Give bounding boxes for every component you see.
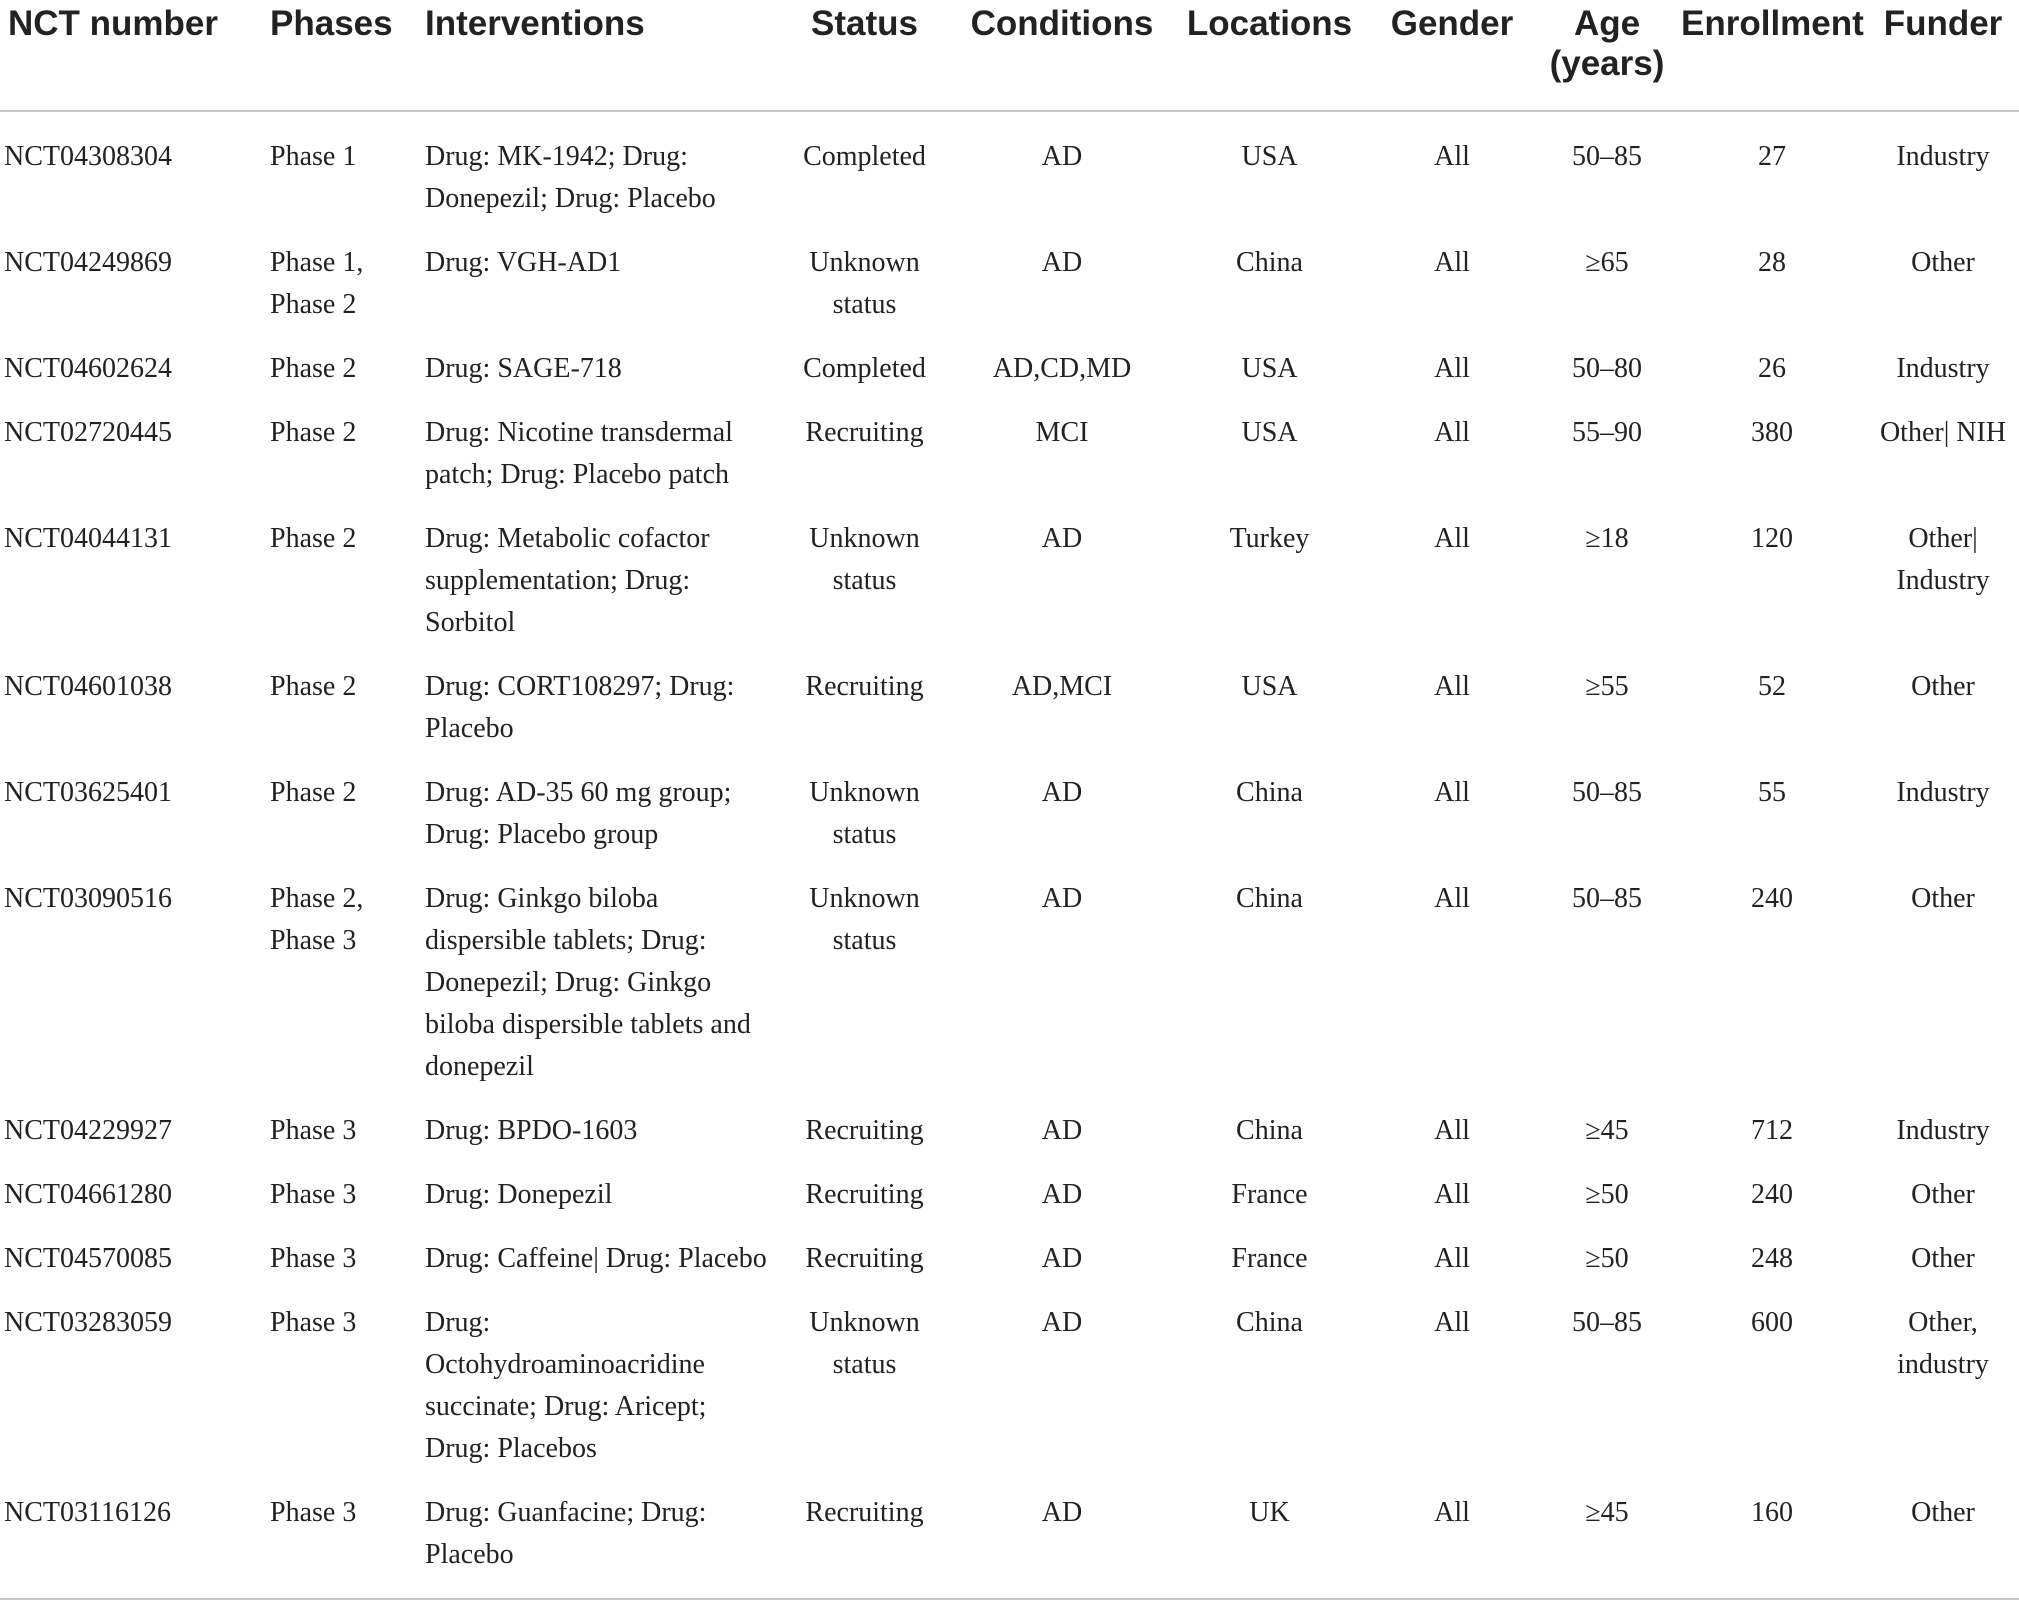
- cell-age: 50–85: [1572, 777, 1642, 808]
- cell-interventions: Drug: BPDO-1603: [425, 1115, 638, 1146]
- cell-phases: Phase 2: [270, 523, 357, 554]
- cell-age: ≥18: [1585, 523, 1629, 554]
- table-row: [0, 866, 2019, 1098]
- cell-gender: All: [1434, 523, 1470, 554]
- cell-age: ≥50: [1585, 1243, 1629, 1274]
- cell-age: ≥50: [1585, 1179, 1629, 1210]
- cell-locations: China: [1236, 1115, 1303, 1146]
- cell-conditions: AD: [1041, 883, 1083, 914]
- cell-gender: All: [1434, 417, 1470, 448]
- cell-locations: USA: [1241, 141, 1298, 172]
- cell-nct: NCT03625401: [4, 777, 172, 808]
- cell-gender: All: [1434, 1115, 1470, 1146]
- cell-age: 55–90: [1572, 417, 1642, 448]
- cell-interventions: Drug: SAGE-718: [425, 353, 622, 384]
- cell-conditions: AD: [1041, 1497, 1083, 1528]
- cell-conditions: AD: [1041, 247, 1083, 278]
- cell-funder: Other, industry: [1897, 1307, 1989, 1380]
- cell-conditions: AD: [1041, 1307, 1083, 1338]
- cell-gender: All: [1434, 671, 1470, 702]
- cell-funder: Other: [1911, 1243, 1975, 1274]
- header-age: [1537, 0, 1677, 111]
- cell-locations: China: [1236, 777, 1303, 808]
- cell-nct: NCT02720445: [4, 417, 172, 448]
- cell-enrollment: 27: [1758, 141, 1786, 172]
- cell-status: Unknown status: [809, 247, 920, 320]
- cell-locations: China: [1236, 1307, 1303, 1338]
- cell-locations: USA: [1241, 417, 1298, 448]
- cell-funder: Other: [1911, 247, 1975, 278]
- table-row: [0, 506, 2019, 654]
- cell-conditions: AD: [1041, 777, 1083, 808]
- header-conditions: Conditions: [952, 0, 1172, 111]
- cell-locations: France: [1231, 1179, 1308, 1210]
- cell-status: Recruiting: [805, 671, 924, 702]
- cell-nct: NCT04308304: [4, 141, 172, 172]
- cell-phases: Phase 2, Phase 3: [270, 883, 364, 956]
- table-row: [0, 336, 2019, 400]
- cell-phases: Phase 3: [270, 1115, 357, 1146]
- cell-gender: All: [1434, 1497, 1470, 1528]
- header-gender: Gender: [1367, 0, 1537, 111]
- cell-status: Completed: [803, 353, 926, 384]
- cell-nct: NCT04044131: [4, 523, 172, 554]
- cell-locations: USA: [1241, 353, 1298, 384]
- cell-gender: All: [1434, 141, 1470, 172]
- cell-funder: Other| Industry: [1896, 523, 1990, 596]
- table-row: [0, 400, 2019, 506]
- cell-locations: UK: [1249, 1497, 1290, 1528]
- cell-gender: All: [1434, 777, 1470, 808]
- cell-gender: All: [1434, 1179, 1470, 1210]
- cell-conditions: AD: [1041, 523, 1083, 554]
- cell-enrollment: 52: [1758, 671, 1786, 702]
- cell-interventions: Drug: MK-1942; Drug: Donepezil; Drug: Placebo: [425, 141, 716, 214]
- cell-status: Unknown status: [809, 777, 920, 850]
- cell-conditions: MCI: [1035, 417, 1089, 448]
- cell-locations: China: [1236, 247, 1303, 278]
- cell-phases: Phase 2: [270, 777, 357, 808]
- cell-nct: NCT04661280: [4, 1179, 172, 1210]
- header-locations: Locations: [1172, 0, 1367, 111]
- cell-conditions: AD,CD,MD: [992, 353, 1132, 384]
- cell-gender: All: [1434, 1307, 1470, 1338]
- cell-age: 50–85: [1572, 1307, 1642, 1338]
- cell-interventions: Drug: Nicotine transdermal patch; Drug: Placebo patch: [425, 417, 733, 490]
- cell-phases: Phase 1, Phase 2: [270, 247, 364, 320]
- cell-funder: Other: [1911, 883, 1975, 914]
- cell-enrollment: 248: [1751, 1243, 1793, 1274]
- cell-status: Unknown status: [809, 523, 920, 596]
- header-funder: Funder: [1867, 0, 2019, 111]
- cell-funder: Industry: [1896, 777, 1990, 808]
- cell-status: Unknown status: [809, 883, 920, 956]
- cell-locations: China: [1236, 883, 1303, 914]
- cell-interventions: Drug: Guanfacine; Drug: Placebo: [425, 1497, 707, 1570]
- cell-gender: All: [1434, 1243, 1470, 1274]
- cell-conditions: AD: [1041, 141, 1083, 172]
- table-body: [0, 111, 2019, 1599]
- cell-enrollment: 240: [1751, 1179, 1793, 1210]
- header-nct-number: NCT number: [0, 0, 262, 111]
- cell-gender: All: [1434, 883, 1470, 914]
- cell-nct: NCT04601038: [4, 671, 172, 702]
- cell-interventions: Drug: Ginkgo biloba dispersible tablets; Drug: Donepezil; Drug: Ginkgo biloba dispersible tablets and donepezil: [425, 883, 751, 1082]
- cell-interventions: Drug: Caffeine| Drug: Placebo: [425, 1243, 767, 1274]
- table-row: [0, 230, 2019, 336]
- table-row: [0, 760, 2019, 866]
- cell-funder: Other: [1911, 671, 1975, 702]
- cell-nct: NCT03116126: [4, 1497, 171, 1528]
- cell-status: Recruiting: [805, 1115, 924, 1146]
- cell-conditions: AD: [1041, 1179, 1083, 1210]
- cell-status: Completed: [803, 141, 926, 172]
- cell-interventions: Drug: VGH-AD1: [425, 247, 622, 278]
- cell-enrollment: 160: [1751, 1497, 1793, 1528]
- cell-nct: NCT03090516: [4, 883, 172, 914]
- cell-enrollment: 28: [1758, 247, 1786, 278]
- cell-funder: Other: [1911, 1179, 1975, 1210]
- cell-enrollment: 120: [1751, 523, 1793, 554]
- cell-age: 50–85: [1572, 883, 1642, 914]
- cell-gender: All: [1434, 353, 1470, 384]
- cell-age: ≥55: [1585, 671, 1629, 702]
- table-row: [0, 1098, 2019, 1162]
- header-phases: Phases: [262, 0, 417, 111]
- table-header: [0, 0, 2019, 111]
- cell-age: ≥45: [1585, 1497, 1629, 1528]
- cell-nct: NCT04249869: [4, 247, 172, 278]
- cell-age: ≥45: [1585, 1115, 1629, 1146]
- cell-enrollment: 600: [1751, 1307, 1793, 1338]
- table-row: [0, 111, 2019, 230]
- cell-enrollment: 240: [1751, 883, 1793, 914]
- cell-funder: Industry: [1896, 1115, 1990, 1146]
- header-row: [0, 0, 2019, 111]
- cell-phases: Phase 3: [270, 1497, 357, 1528]
- cell-enrollment: 55: [1758, 777, 1786, 808]
- cell-enrollment: 380: [1751, 417, 1793, 448]
- cell-status: Recruiting: [805, 1243, 924, 1274]
- cell-status: Recruiting: [805, 1179, 924, 1210]
- cell-phases: Phase 3: [270, 1307, 357, 1338]
- header-enrollment: Enrollment: [1677, 0, 1867, 111]
- table-row: [0, 654, 2019, 760]
- cell-interventions: Drug: AD-35 60 mg group; Drug: Placebo group: [425, 777, 732, 850]
- cell-interventions: Drug: Donepezil: [425, 1179, 613, 1210]
- cell-nct: NCT04570085: [4, 1243, 172, 1274]
- cell-enrollment: 712: [1751, 1115, 1793, 1146]
- cell-conditions: AD,MCI: [1011, 671, 1113, 702]
- cell-nct: NCT04602624: [4, 353, 172, 384]
- cell-nct: NCT04229927: [4, 1115, 172, 1146]
- cell-funder: Other: [1911, 1497, 1975, 1528]
- cell-locations: Turkey: [1229, 523, 1310, 554]
- header-age-line1: Age: [1573, 4, 1641, 43]
- cell-nct: NCT03283059: [4, 1307, 172, 1338]
- cell-phases: Phase 2: [270, 353, 357, 384]
- cell-interventions: Drug: Octohydroaminoacridine succinate; Drug: Aricept; Drug: Placebos: [425, 1307, 707, 1464]
- header-interventions: Interventions: [417, 0, 777, 111]
- cell-locations: France: [1231, 1243, 1308, 1274]
- cell-funder: Other| NIH: [1879, 417, 2007, 448]
- cell-enrollment: 26: [1758, 353, 1786, 384]
- cell-locations: USA: [1241, 671, 1298, 702]
- table-row: [0, 1290, 2019, 1480]
- cell-conditions: AD: [1041, 1243, 1083, 1274]
- cell-status: Recruiting: [805, 417, 924, 448]
- cell-age: 50–85: [1572, 141, 1642, 172]
- cell-phases: Phase 2: [270, 671, 357, 702]
- cell-status: Recruiting: [805, 1497, 924, 1528]
- cell-phases: Phase 3: [270, 1243, 357, 1274]
- table-row: [0, 1226, 2019, 1290]
- cell-status: Unknown status: [809, 1307, 920, 1380]
- cell-interventions: Drug: Metabolic cofactor supplementation; Drug: Sorbitol: [425, 523, 710, 638]
- cell-phases: Phase 3: [270, 1179, 357, 1210]
- cell-gender: All: [1434, 247, 1470, 278]
- cell-phases: Phase 1: [270, 141, 357, 172]
- cell-funder: Industry: [1896, 141, 1990, 172]
- cell-phases: Phase 2: [270, 417, 357, 448]
- header-age-line2: (years): [1549, 44, 1665, 83]
- cell-funder: Industry: [1896, 353, 1990, 384]
- cell-conditions: AD: [1041, 1115, 1083, 1146]
- cell-age: ≥65: [1585, 247, 1629, 278]
- table-row: [0, 1162, 2019, 1226]
- table-row: [0, 1480, 2019, 1599]
- cell-interventions: Drug: CORT108297; Drug: Placebo: [425, 671, 735, 744]
- cell-age: 50–80: [1572, 353, 1642, 384]
- header-status: Status: [777, 0, 952, 111]
